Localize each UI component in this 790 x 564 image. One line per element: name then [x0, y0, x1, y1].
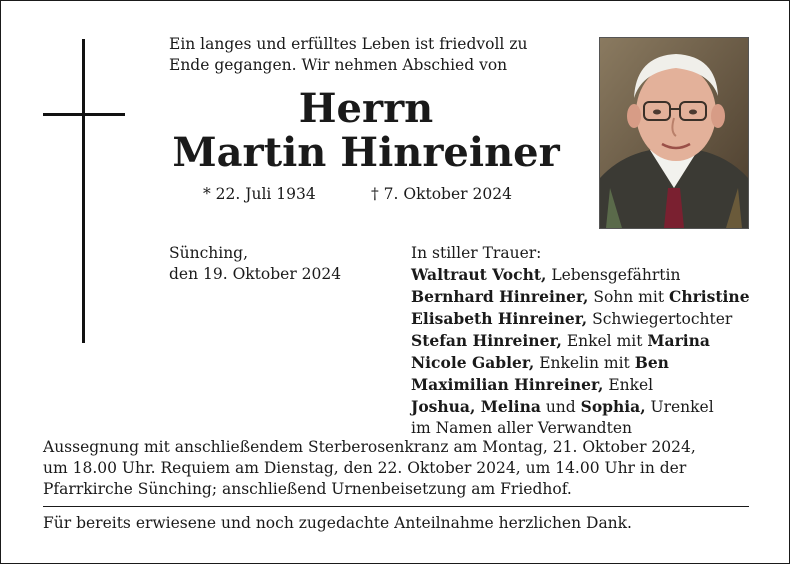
- mourner-line: [411, 374, 750, 396]
- mourner-name: Joshua, Melina: [411, 397, 541, 416]
- mourner-name: Ben: [634, 353, 669, 372]
- mourner-name: Sophia,: [580, 397, 646, 416]
- mourner-name: Maximilian Hinreiner,: [411, 375, 604, 394]
- mourner-relation: und: [540, 398, 581, 416]
- mourner-line: [411, 286, 750, 308]
- mourner-name: Waltraut Vocht,: [411, 265, 547, 284]
- place-date: den 19. Oktober 2024: [169, 265, 342, 283]
- salutation: Herrn: [298, 85, 434, 132]
- service-line: Pfarrkirche Sünching; anschließend Urnenbeisetzung am Friedhof.: [43, 480, 572, 498]
- place-town: Sünching,: [169, 244, 249, 262]
- mourner-relation: Lebensgefährtin: [546, 266, 681, 284]
- mourner-line: [411, 264, 750, 286]
- cross-icon: [82, 39, 85, 343]
- mourners-heading: In stiller Trauer:: [411, 244, 542, 262]
- mourner-relation: Enkelin mit: [534, 354, 635, 372]
- intro-text: [169, 34, 579, 76]
- mourner-line: [411, 352, 750, 374]
- mourner-line: [411, 396, 750, 418]
- mourner-lines: [411, 264, 750, 439]
- thanks-text: Für bereits erwiesene und noch zugedachte Anteilnahme herzlichen Dank.: [43, 514, 632, 532]
- mourner-relation: im Namen aller Verwandten: [411, 419, 632, 437]
- birth-date: * 22. Juli 1934: [203, 185, 316, 203]
- service-line: Aussegnung mit anschließendem Sterberosenkranz am Montag, 21. Oktober 2024,: [43, 438, 696, 456]
- mourner-relation: Sohn mit: [588, 288, 669, 306]
- divider: [43, 506, 749, 507]
- mourner-name: Stefan Hinreiner,: [411, 331, 562, 350]
- death-date: † 7. Oktober 2024: [371, 185, 512, 203]
- mourner-name: Bernhard Hinreiner,: [411, 287, 589, 306]
- mourner-name: Marina: [647, 331, 710, 350]
- service-details: [43, 437, 749, 500]
- mourners-list: [411, 243, 750, 439]
- place-and-date: [169, 243, 341, 285]
- mourner-name: Christine: [669, 287, 750, 306]
- intro-line: Ende gegangen. Wir nehmen Abschied von: [169, 56, 508, 74]
- mourner-relation: Enkel mit: [561, 332, 648, 350]
- deceased-name: Martin Hinreiner: [172, 129, 560, 176]
- mourner-relation: Schwiegertochter: [587, 310, 733, 328]
- mourner-line: [411, 418, 750, 439]
- cross-icon-bar: [43, 113, 125, 116]
- mourner-name: Nicole Gabler,: [411, 353, 535, 372]
- portrait-photo: [599, 37, 749, 229]
- deceased-name-heading: [151, 87, 581, 175]
- mourner-name: Elisabeth Hinreiner,: [411, 309, 588, 328]
- service-line: um 18.00 Uhr. Requiem am Dienstag, den 22. Oktober 2024, um 14.00 Uhr in der: [43, 459, 687, 477]
- mourner-relation: Urenkel: [645, 398, 714, 416]
- mourner-line: [411, 308, 750, 330]
- mourner-relation: Enkel: [603, 376, 654, 394]
- mourner-line: [411, 330, 750, 352]
- intro-line: Ein langes und erfülltes Leben ist friedvoll zu: [169, 35, 528, 53]
